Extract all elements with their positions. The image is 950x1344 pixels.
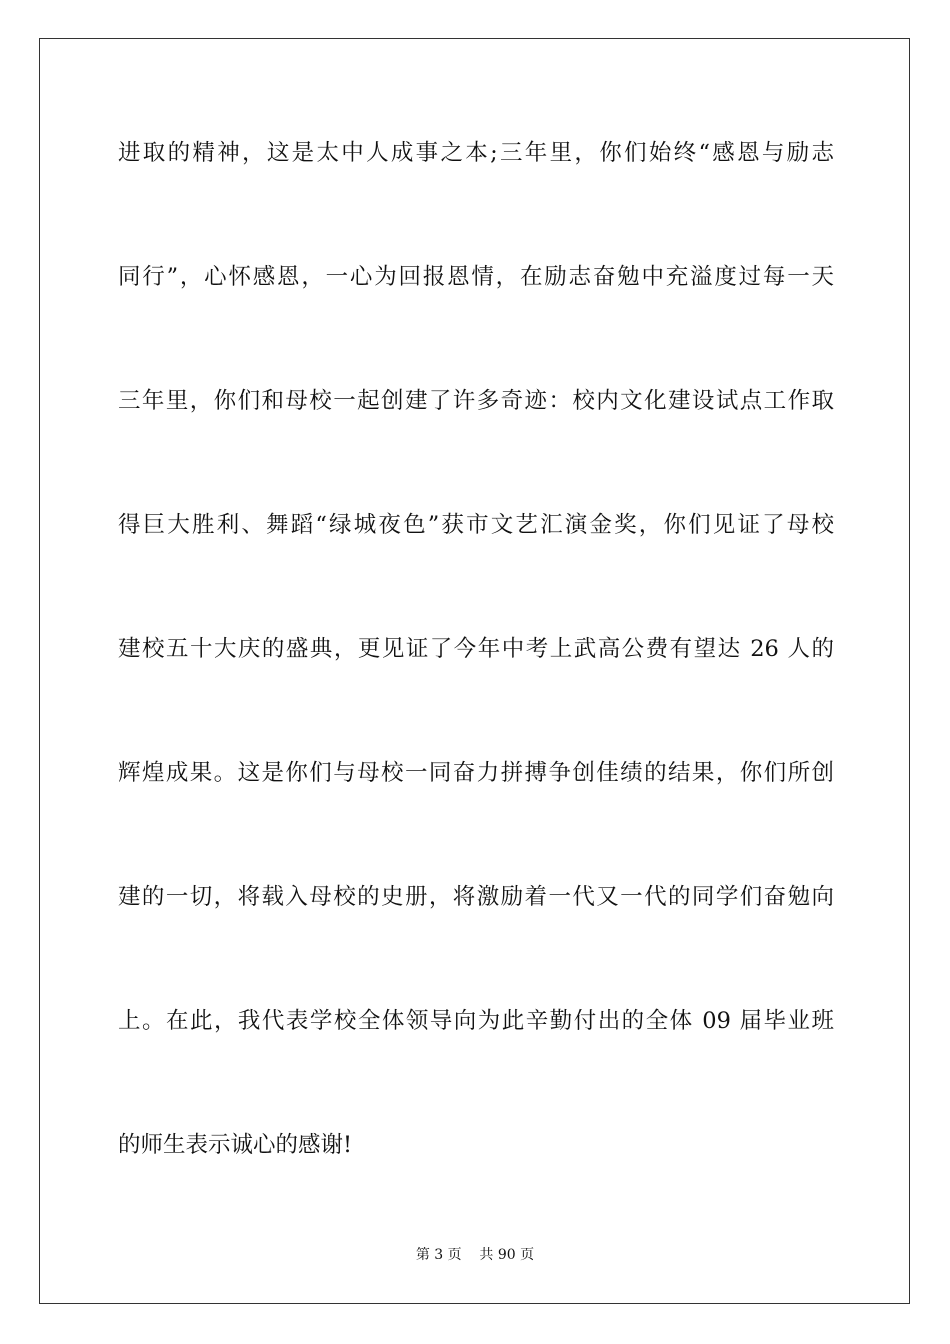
text-line: 进取的精神，这是太中人成事之本;三年里，你们始终“感恩与励志 bbox=[118, 140, 834, 166]
text-line: 上。在此，我代表学校全体领导向为此辛勤付出的全体 09 届毕业班 bbox=[118, 1008, 834, 1034]
text-line: 建校五十大庆的盛典，更见证了今年中考上武高公费有望达 26 人的 bbox=[118, 636, 834, 662]
text-line: 得巨大胜利、舞蹈“绿城夜色”获市文艺汇演金奖，你们见证了母校 bbox=[118, 512, 834, 538]
text-line: 建的一切，将载入母校的史册，将激励着一代又一代的同学们奋勉向 bbox=[118, 884, 834, 910]
text-line: 三年里，你们和母校一起创建了许多奇迹：校内文化建设试点工作取 bbox=[118, 388, 834, 414]
text-line: 辉煌成果。这是你们与母校一同奋力拼搏争创佳绩的结果，你们所创 bbox=[118, 760, 834, 786]
text-line: 同行”，心怀感恩，一心为回报恩情，在励志奋勉中充溢度过每一天 bbox=[118, 264, 834, 290]
page-number-footer: 第 3 页 共 90 页 bbox=[415, 1247, 535, 1263]
text-line: 的师生表示诚心的感谢! bbox=[118, 1132, 353, 1158]
document-body bbox=[118, 127, 834, 1243]
